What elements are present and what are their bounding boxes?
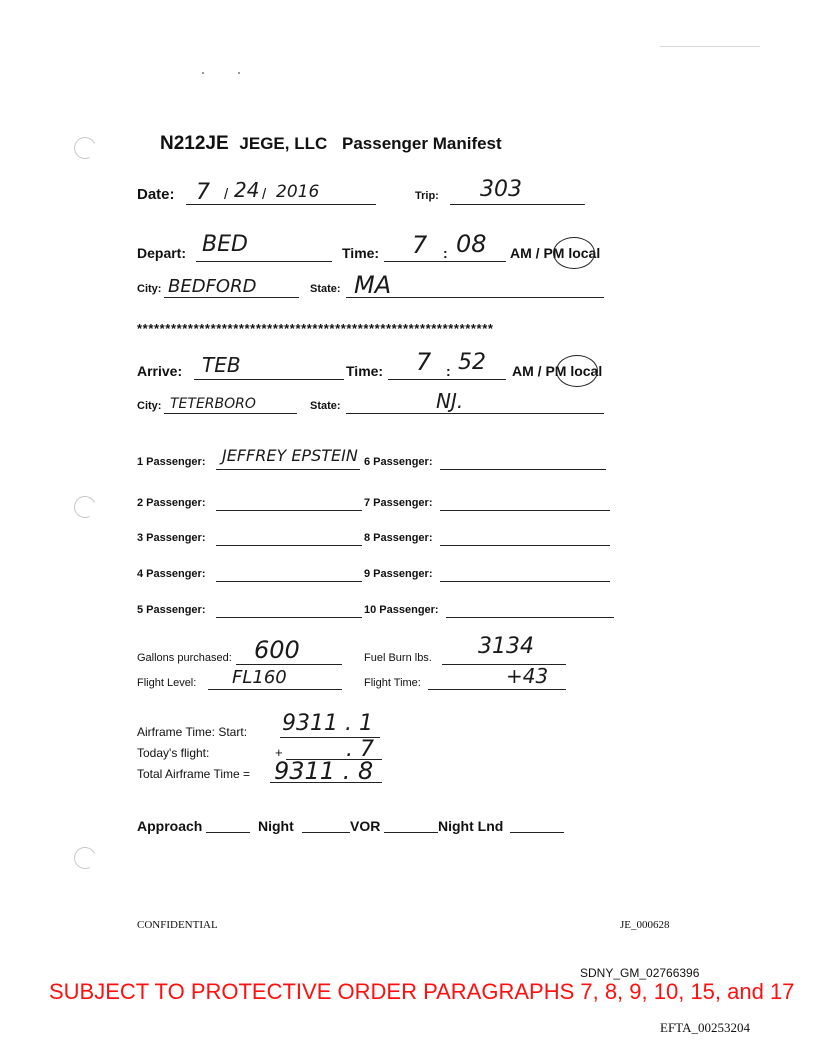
date-month-value: 7 (196, 180, 210, 205)
punch-hole-top (71, 134, 99, 162)
punch-hole-bottom (71, 844, 99, 872)
airframe-start-value: 9311 . 1 (282, 711, 373, 736)
depart-time-colon: : (443, 245, 448, 261)
depart-state-label: State: (310, 283, 341, 295)
passenger-line (216, 510, 362, 511)
passenger-label: 5 Passenger: (137, 604, 206, 616)
passenger-line (216, 581, 362, 582)
arrive-label: Arrive: (137, 363, 183, 379)
date-year-value: 2016 (276, 182, 320, 202)
passenger-line (216, 617, 362, 618)
flight-time-value: +43 (506, 664, 549, 688)
vor-label: VOR (350, 818, 381, 834)
date-separator: / (224, 186, 229, 203)
vor-line (384, 832, 438, 833)
arrive-ampm-label: AM / PM local (512, 363, 603, 379)
top-edge-line (660, 46, 760, 47)
bates-number: JE_000628 (620, 919, 670, 931)
arrive-state-line (346, 413, 604, 414)
depart-state-value: MA (354, 271, 392, 299)
arrive-city-label: City: (137, 400, 162, 412)
depart-line (196, 261, 332, 262)
arrive-minute-value: 52 (458, 350, 486, 375)
gallons-purchased-value: 600 (254, 636, 300, 664)
arrive-line (194, 379, 344, 380)
passenger-label: 3 Passenger: (137, 532, 206, 544)
arrive-time-colon: : (446, 363, 451, 379)
depart-city-line (164, 297, 299, 298)
protective-order-notice: SUBJECT TO PROTECTIVE ORDER PARAGRAPHS 7, 8, 9, 10, 15, and 17 (49, 979, 795, 1004)
arrive-state-value: NJ. (436, 389, 464, 413)
aircraft-tail-number: N212JE (160, 133, 229, 154)
depart-minute-value: 08 (456, 230, 487, 258)
date-separator: / (262, 186, 267, 203)
plus-sign: + (275, 745, 283, 760)
passenger-label: 8 Passenger: (364, 532, 433, 544)
depart-label: Depart: (137, 245, 187, 261)
trip-line (450, 204, 585, 205)
fuel-burn-label: Fuel Burn lbs. (364, 652, 432, 664)
company-name: JEGE, LLC (239, 134, 328, 153)
arrive-state-label: State: (310, 400, 341, 412)
arrive-city-line (164, 413, 297, 414)
section-separator: *************************************************************** (137, 321, 494, 336)
todays-flight-value: . 7 (346, 737, 374, 762)
night-lnd-label: Night Lnd (438, 818, 504, 834)
punch-hole-middle (71, 493, 99, 521)
night-line (302, 832, 350, 833)
flight-level-value: FL160 (232, 667, 287, 688)
flight-level-label: Flight Level: (137, 677, 197, 689)
approach-label: Approach (137, 818, 203, 834)
date-day-value: 24 (234, 178, 260, 202)
speck (238, 72, 240, 74)
fuel-burn-value: 3134 (478, 634, 534, 659)
form-name: Passenger Manifest (342, 134, 502, 153)
passenger-label: 10 Passenger: (364, 604, 439, 616)
date-label: Date: (137, 186, 175, 203)
arrive-airport-value: TEB (202, 353, 241, 377)
confidential-stamp: CONFIDENTIAL (137, 919, 218, 931)
passenger-line (440, 545, 610, 546)
depart-time-line (384, 261, 506, 262)
arrive-time-line (388, 379, 506, 380)
night-label: Night (258, 818, 294, 834)
gallons-purchased-label: Gallons purchased: (137, 652, 232, 664)
passenger-line (216, 545, 362, 546)
gallons-line (236, 664, 342, 665)
approach-line (206, 832, 250, 833)
sdny-number: SDNY_GM_02766396 (580, 966, 700, 980)
depart-city-value: BEDFORD (168, 276, 257, 297)
flight-time-line (428, 689, 566, 690)
date-line (186, 204, 376, 205)
passenger-line (440, 469, 606, 470)
passenger-label: 7 Passenger: (364, 497, 433, 509)
depart-pm-circle (553, 237, 595, 269)
passenger-line (216, 469, 360, 470)
flight-level-line (208, 689, 342, 690)
passenger-label: 1 Passenger: (137, 456, 206, 468)
arrive-city-value: TETERBORO (170, 396, 256, 412)
total-airframe-label: Total Airframe Time = (137, 767, 251, 781)
efta-number: EFTA_00253204 (660, 1020, 750, 1035)
passenger-label: 2 Passenger: (137, 497, 206, 509)
flight-time-label: Flight Time: (364, 677, 421, 689)
form-title (160, 133, 502, 155)
passenger-label: 4 Passenger: (137, 568, 206, 580)
passenger-line (440, 510, 610, 511)
total-airframe-value: 9311 . 8 (274, 757, 374, 785)
night-lnd-line (510, 832, 564, 833)
arrive-hour-value: 7 (416, 348, 432, 376)
speck (202, 72, 204, 74)
airframe-start-label: Airframe Time: Start: (137, 725, 248, 739)
passenger-line (446, 617, 614, 618)
passenger-line (440, 581, 610, 582)
passenger-label: 6 Passenger: (364, 456, 433, 468)
depart-time-label: Time: (342, 245, 380, 261)
depart-hour-value: 7 (412, 231, 428, 259)
depart-airport-value: BED (202, 232, 248, 257)
trip-value: 303 (480, 177, 522, 202)
todays-flight-label: Today's flight: (137, 746, 210, 760)
arrive-time-label: Time: (346, 363, 384, 379)
passenger-1-value: JEFFREY EPSTEIN (222, 446, 358, 465)
trip-label: Trip: (415, 190, 439, 202)
arrive-pm-circle (556, 355, 598, 387)
depart-city-label: City: (137, 283, 162, 295)
passenger-label: 9 Passenger: (364, 568, 433, 580)
depart-ampm-label: AM / PM local (510, 245, 601, 261)
